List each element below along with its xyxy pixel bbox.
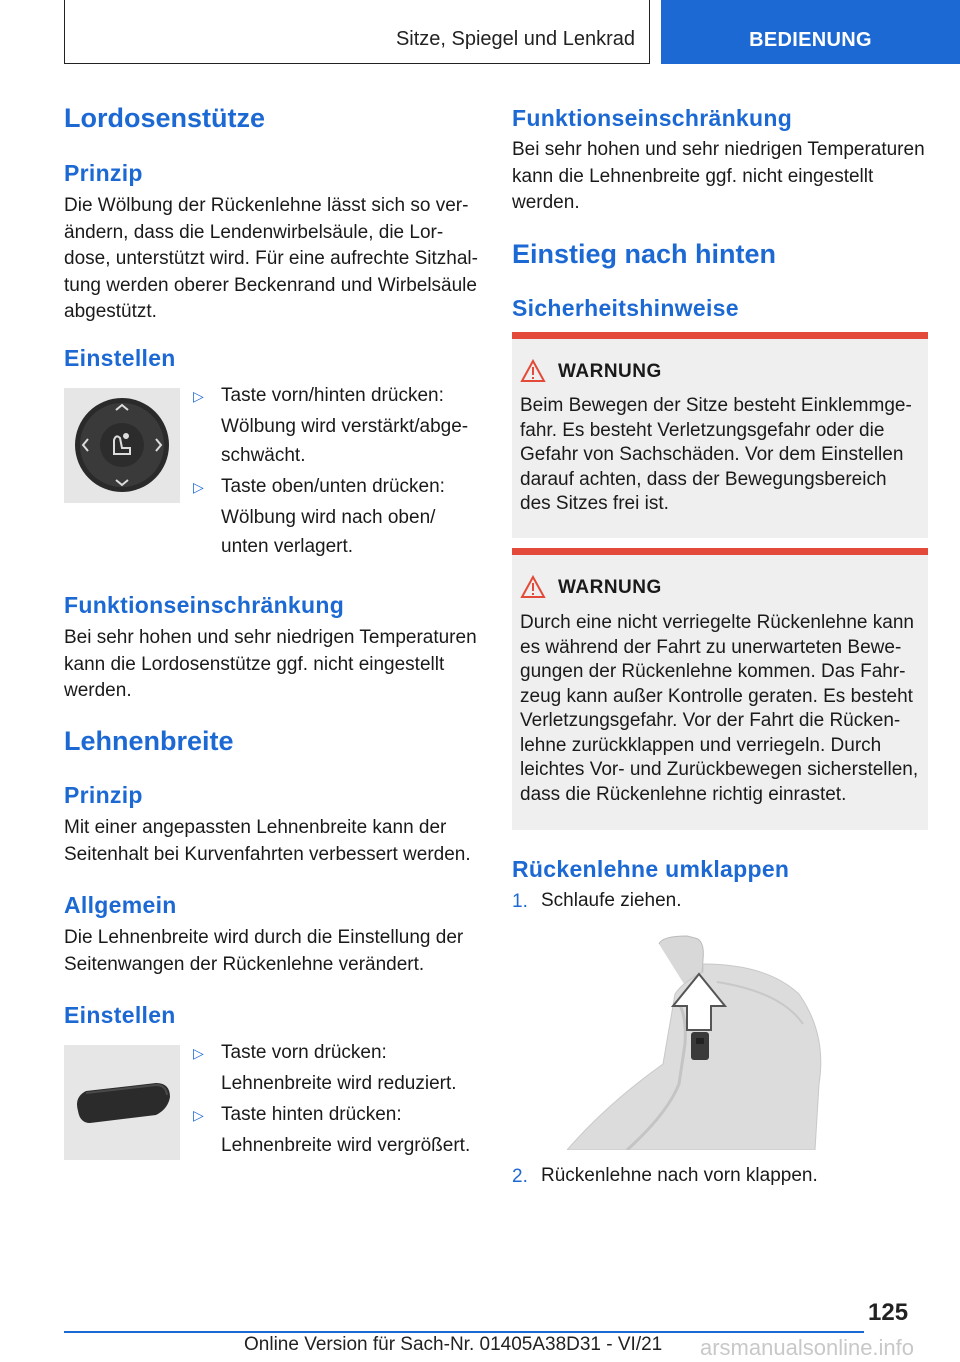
heading-prinzip-2: Prinzip xyxy=(64,782,143,808)
bullet-lehne-2 xyxy=(193,1100,481,1130)
bullet-lordose-1-text: Taste vorn/hinten drücken: xyxy=(221,385,444,406)
step-1-number: 1. xyxy=(512,891,528,912)
header-chapter-tab xyxy=(661,0,960,64)
header-chapter-title: BEDIENUNG xyxy=(749,29,872,51)
bullet-lordose-1 xyxy=(193,381,481,411)
paragraph-lehne-funktion: Bei sehr hohen und sehr niedrigen Temperaturen kann die Lehnenbreite ggf. nicht eingestellt werden. xyxy=(512,139,925,214)
bullet-lehne-2-text: Taste hinten drücken: xyxy=(221,1104,402,1125)
bullet-lehne-1 xyxy=(193,1038,481,1068)
bullet-lehne-2-sub: Lehnenbreite wird vergrößert. xyxy=(221,1135,471,1156)
heading-allgemein: Allgemein xyxy=(64,892,177,918)
warning-2-text: Durch eine nicht verriegelte Rückenlehne kann es während der Fahrt zu unerwarteten Bewegungen der Rückenlehne kommen. Das Fahrzeug kann außer Kontrolle geraten. Es besteht Verletzungsgefahr. Vor der Fahrt die Rückenlehne zurückklappen und verriegeln. Durch leichtes Vor- und Zurückbewegen sicherstellen, dass die Rückenlehne richtig einrastet. xyxy=(520,612,919,805)
bullet-triangle-icon: ▷ xyxy=(193,1045,204,1061)
watermark: arsmanualsonline.info xyxy=(700,1335,915,1360)
seat-backrest-illustration xyxy=(567,934,827,1150)
heading-sicherheitshinweise: Sicherheitshinweise xyxy=(512,295,739,321)
warning-box-2 xyxy=(512,548,928,830)
warning-1-title: WARNUNG xyxy=(558,361,662,382)
warning-triangle-icon xyxy=(520,575,546,599)
lordosis-control-image xyxy=(64,388,180,503)
footer-divider xyxy=(64,1331,864,1333)
header-section-title: Sitze, Spiegel und Lenkrad xyxy=(395,28,635,50)
warning-1-text: Beim Bewegen der Sitze besteht Einklemmgefahr. Es besteht Verletzungsgefahr oder die Gefahr von Sachschäden. Vor dem Einstellen darauf achten, dass der Bewegungsbereich des Sitzes frei ist. xyxy=(520,395,912,514)
heading-einstieg-nach-hinten: Einstieg nach hinten xyxy=(512,239,777,269)
bullet-lehne-1-sub: Lehnenbreite wird reduziert. xyxy=(221,1073,457,1094)
heading-einstellen: Einstellen xyxy=(64,345,176,371)
warning-triangle-icon xyxy=(520,359,546,383)
step-2-text: Rückenlehne nach vorn klappen. xyxy=(541,1165,818,1186)
paragraph-lordose-funktion: Bei sehr hohen und sehr niedrigen Temperaturen kann die Lordosenstütze ggf. nicht eingestellt werden. xyxy=(64,627,477,702)
paragraph-lehne-prinzip: Mit einer angepassten Lehnenbreite kann der Seitenhalt bei Kurvenfahrten verbessert werden. xyxy=(64,817,471,865)
bullet-lordose-2 xyxy=(193,472,481,502)
width-button-image xyxy=(64,1045,180,1160)
warning-box-1 xyxy=(512,332,928,538)
bullet-triangle-icon: ▷ xyxy=(193,388,204,404)
paragraph-allgemein: Die Lehnenbreite wird durch die Einstellung der Seitenwangen der Rückenlehne verändert. xyxy=(64,927,464,975)
heading-lehnenbreite: Lehnenbreite xyxy=(64,726,234,756)
bullet-lordose-2-sub: Wölbung wird nach oben/ unten verlagert. xyxy=(221,507,436,557)
heading-prinzip: Prinzip xyxy=(64,160,143,186)
heading-lordosenstuetze: Lordosenstütze xyxy=(64,103,266,133)
heading-funktionseinschraenkung-right: Funktionseinschränkung xyxy=(512,105,793,131)
bullet-triangle-icon: ▷ xyxy=(193,1107,204,1123)
heading-funktionseinschraenkung-left: Funktionseinschränkung xyxy=(64,592,345,618)
footer-online-version: Online Version für Sach-Nr. 01405A38D31 - VI/21 xyxy=(244,1334,663,1355)
warning-2-title: WARNUNG xyxy=(558,577,662,598)
step-2-number: 2. xyxy=(512,1166,528,1187)
paragraph-lordose-prinzip: Die Wölbung der Rückenlehne lässt sich so verändern, dass die Lendenwirbelsäule, die Lordose, unterstützt wird. Für eine aufrechte Sitzhaltung werden oberer Beckenrand und Wirbelsäule abgestützt. xyxy=(64,195,478,323)
bullet-lordose-2-text: Taste oben/unten drücken: xyxy=(221,476,445,497)
bullet-triangle-icon: ▷ xyxy=(193,479,204,495)
step-1-text: Schlaufe ziehen. xyxy=(541,890,682,911)
header-section-box xyxy=(64,0,650,64)
heading-einstellen-2: Einstellen xyxy=(64,1002,176,1028)
heading-rueckenlehne-umklappen: Rückenlehne umklappen xyxy=(512,856,790,882)
bullet-lordose-1-sub: Wölbung wird verstärkt/abgeschwächt. xyxy=(221,416,469,466)
page-number: 125 xyxy=(868,1299,909,1326)
bullet-lehne-1-text: Taste vorn drücken: xyxy=(221,1042,387,1063)
